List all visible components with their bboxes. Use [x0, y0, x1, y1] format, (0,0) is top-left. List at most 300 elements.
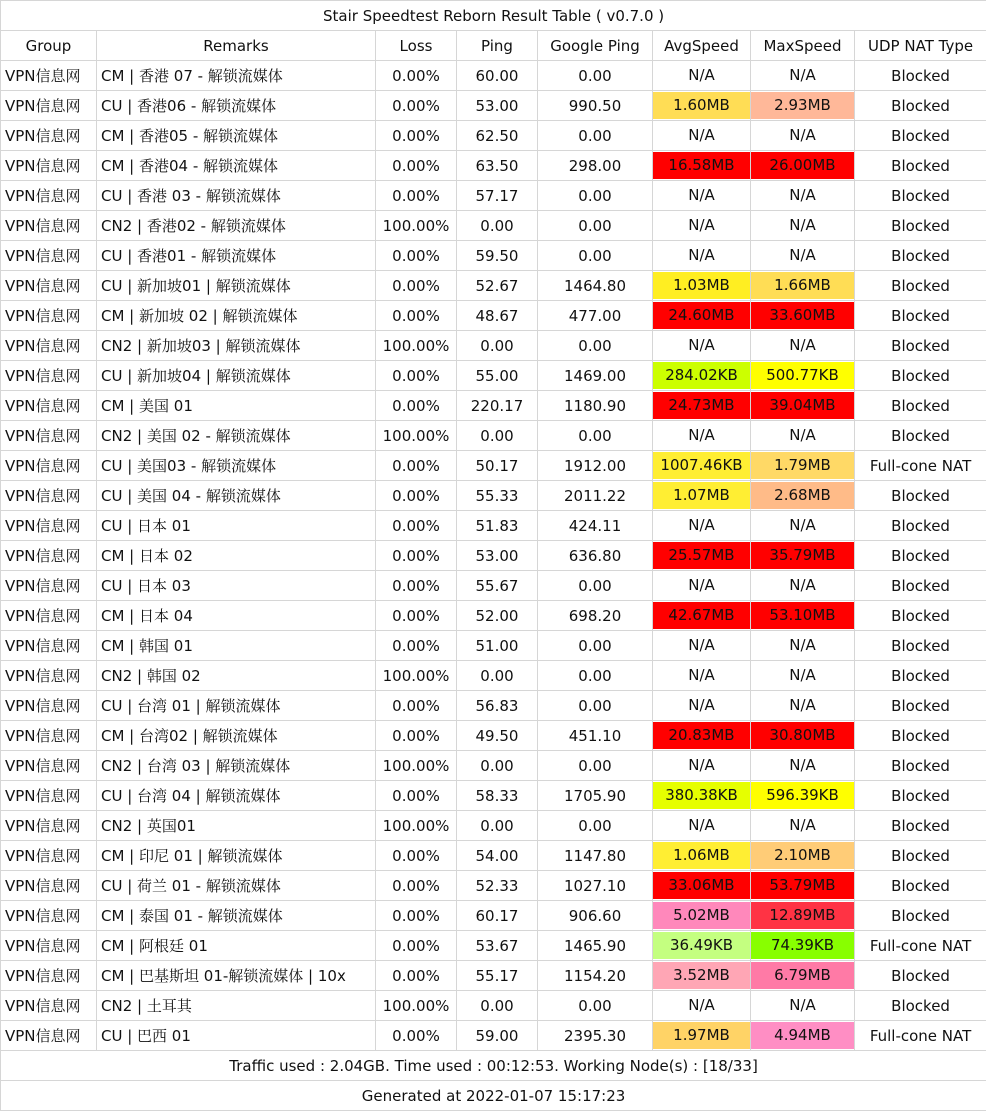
- group-cell: VPN信息网: [1, 811, 97, 841]
- loss-cell: 100.00%: [376, 331, 457, 361]
- remarks-cell: CU | 香港 03 - 解锁流媒体: [97, 181, 376, 211]
- max-speed-value: 33.60MB: [751, 302, 854, 329]
- table-row: [1, 961, 986, 991]
- udp-nat-type-cell: Blocked: [855, 421, 986, 451]
- group-cell: VPN信息网: [1, 331, 97, 361]
- max-speed-cell: [751, 631, 855, 661]
- ping-cell: 52.67: [457, 271, 538, 301]
- remarks-cell: CN2 | 香港02 - 解锁流媒体: [97, 211, 376, 241]
- google-ping-cell: 0.00: [538, 751, 653, 781]
- google-ping-cell: 1705.90: [538, 781, 653, 811]
- group-cell: VPN信息网: [1, 601, 97, 631]
- group-cell: VPN信息网: [1, 631, 97, 661]
- avg-speed-value: N/A: [653, 812, 750, 839]
- google-ping-cell: 0.00: [538, 661, 653, 691]
- max-speed-cell: [751, 781, 855, 811]
- table-row: [1, 541, 986, 571]
- avg-speed-value: 5.02MB: [653, 902, 750, 929]
- udp-nat-type-cell: Blocked: [855, 871, 986, 901]
- remarks-cell: CU | 荷兰 01 - 解锁流媒体: [97, 871, 376, 901]
- table-row: [1, 91, 986, 121]
- ping-cell: 55.00: [457, 361, 538, 391]
- max-speed-value: N/A: [751, 812, 854, 839]
- google-ping-cell: 2395.30: [538, 1021, 653, 1051]
- ping-cell: 53.00: [457, 541, 538, 571]
- header-row: [1, 31, 986, 61]
- remarks-cell: CM | 巴基斯坦 01-解锁流媒体 | 10x: [97, 961, 376, 991]
- google-ping-cell: 1147.80: [538, 841, 653, 871]
- max-speed-cell: [751, 991, 855, 1021]
- avg-speed-value: 284.02KB: [653, 362, 750, 389]
- remarks-cell: CU | 新加坡04 | 解锁流媒体: [97, 361, 376, 391]
- google-ping-cell: 0.00: [538, 241, 653, 271]
- max-speed-value: 2.93MB: [751, 92, 854, 119]
- google-ping-cell: 0.00: [538, 331, 653, 361]
- column-header-udp-nat-type: UDP NAT Type: [855, 31, 986, 61]
- udp-nat-type-cell: Blocked: [855, 781, 986, 811]
- remarks-cell: CM | 香港04 - 解锁流媒体: [97, 151, 376, 181]
- ping-cell: 55.33: [457, 481, 538, 511]
- google-ping-cell: 1027.10: [538, 871, 653, 901]
- avg-speed-value: N/A: [653, 122, 750, 149]
- avg-speed-cell: [653, 841, 751, 871]
- max-speed-cell: [751, 271, 855, 301]
- max-speed-value: N/A: [751, 572, 854, 599]
- google-ping-cell: 451.10: [538, 721, 653, 751]
- google-ping-cell: 1469.00: [538, 361, 653, 391]
- google-ping-cell: 636.80: [538, 541, 653, 571]
- group-cell: VPN信息网: [1, 91, 97, 121]
- udp-nat-type-cell: Blocked: [855, 301, 986, 331]
- max-speed-value: 53.79MB: [751, 872, 854, 899]
- max-speed-cell: [751, 661, 855, 691]
- max-speed-value: N/A: [751, 632, 854, 659]
- ping-cell: 0.00: [457, 811, 538, 841]
- ping-cell: 62.50: [457, 121, 538, 151]
- ping-cell: 60.17: [457, 901, 538, 931]
- avg-speed-cell: [653, 301, 751, 331]
- ping-cell: 0.00: [457, 331, 538, 361]
- avg-speed-value: 1.07MB: [653, 482, 750, 509]
- group-cell: VPN信息网: [1, 181, 97, 211]
- max-speed-value: 26.00MB: [751, 152, 854, 179]
- table-row: [1, 1021, 986, 1051]
- avg-speed-value: 42.67MB: [653, 602, 750, 629]
- avg-speed-cell: [653, 871, 751, 901]
- avg-speed-cell: [653, 661, 751, 691]
- google-ping-cell: 0.00: [538, 61, 653, 91]
- avg-speed-value: N/A: [653, 512, 750, 539]
- table-row: [1, 361, 986, 391]
- max-speed-cell: [751, 721, 855, 751]
- avg-speed-value: N/A: [653, 752, 750, 779]
- google-ping-cell: 990.50: [538, 91, 653, 121]
- group-cell: VPN信息网: [1, 271, 97, 301]
- remarks-cell: CN2 | 土耳其: [97, 991, 376, 1021]
- avg-speed-cell: [653, 481, 751, 511]
- avg-speed-cell: [653, 961, 751, 991]
- table-row: [1, 481, 986, 511]
- google-ping-cell: 698.20: [538, 601, 653, 631]
- group-cell: VPN信息网: [1, 901, 97, 931]
- column-header-group: Group: [1, 31, 97, 61]
- remarks-cell: CM | 香港05 - 解锁流媒体: [97, 121, 376, 151]
- google-ping-cell: 0.00: [538, 991, 653, 1021]
- udp-nat-type-cell: Blocked: [855, 841, 986, 871]
- max-speed-cell: [751, 391, 855, 421]
- remarks-cell: CM | 阿根廷 01: [97, 931, 376, 961]
- ping-cell: 48.67: [457, 301, 538, 331]
- max-speed-value: N/A: [751, 62, 854, 89]
- table-row: [1, 331, 986, 361]
- table-row: [1, 301, 986, 331]
- avg-speed-cell: [653, 601, 751, 631]
- remarks-cell: CM | 美国 01: [97, 391, 376, 421]
- max-speed-cell: [751, 481, 855, 511]
- avg-speed-cell: [653, 991, 751, 1021]
- loss-cell: 0.00%: [376, 481, 457, 511]
- group-cell: VPN信息网: [1, 301, 97, 331]
- group-cell: VPN信息网: [1, 871, 97, 901]
- avg-speed-cell: [653, 241, 751, 271]
- max-speed-value: N/A: [751, 512, 854, 539]
- loss-cell: 0.00%: [376, 961, 457, 991]
- table-row: [1, 841, 986, 871]
- ping-cell: 0.00: [457, 751, 538, 781]
- max-speed-cell: [751, 91, 855, 121]
- loss-cell: 0.00%: [376, 91, 457, 121]
- table-row: [1, 811, 986, 841]
- udp-nat-type-cell: Blocked: [855, 61, 986, 91]
- table-row: [1, 781, 986, 811]
- udp-nat-type-cell: Full-cone NAT: [855, 1021, 986, 1051]
- remarks-cell: CM | 韩国 01: [97, 631, 376, 661]
- loss-cell: 0.00%: [376, 871, 457, 901]
- loss-cell: 100.00%: [376, 991, 457, 1021]
- loss-cell: 0.00%: [376, 361, 457, 391]
- table-row: [1, 271, 986, 301]
- ping-cell: 52.33: [457, 871, 538, 901]
- max-speed-cell: [751, 211, 855, 241]
- loss-cell: 0.00%: [376, 151, 457, 181]
- avg-speed-value: N/A: [653, 992, 750, 1019]
- loss-cell: 100.00%: [376, 751, 457, 781]
- group-cell: VPN信息网: [1, 511, 97, 541]
- table-row: [1, 151, 986, 181]
- loss-cell: 0.00%: [376, 691, 457, 721]
- table-row: [1, 181, 986, 211]
- avg-speed-value: 1.97MB: [653, 1022, 750, 1049]
- google-ping-cell: 0.00: [538, 571, 653, 601]
- google-ping-cell: 2011.22: [538, 481, 653, 511]
- table-row: [1, 121, 986, 151]
- max-speed-cell: [751, 241, 855, 271]
- avg-speed-value: 24.73MB: [653, 392, 750, 419]
- loss-cell: 0.00%: [376, 121, 457, 151]
- avg-speed-cell: [653, 271, 751, 301]
- max-speed-cell: [751, 601, 855, 631]
- ping-cell: 53.67: [457, 931, 538, 961]
- table-title: Stair Speedtest Reborn Result Table ( v0.7.0 ): [1, 1, 986, 31]
- max-speed-value: 4.94MB: [751, 1022, 854, 1049]
- ping-cell: 55.17: [457, 961, 538, 991]
- google-ping-cell: 1180.90: [538, 391, 653, 421]
- remarks-cell: CU | 巴西 01: [97, 1021, 376, 1051]
- max-speed-value: 1.66MB: [751, 272, 854, 299]
- udp-nat-type-cell: Blocked: [855, 961, 986, 991]
- remarks-cell: CM | 印尼 01 | 解锁流媒体: [97, 841, 376, 871]
- remarks-cell: CN2 | 新加坡03 | 解锁流媒体: [97, 331, 376, 361]
- avg-speed-cell: [653, 691, 751, 721]
- udp-nat-type-cell: Blocked: [855, 541, 986, 571]
- max-speed-cell: [751, 121, 855, 151]
- loss-cell: 0.00%: [376, 511, 457, 541]
- avg-speed-cell: [653, 421, 751, 451]
- loss-cell: 0.00%: [376, 841, 457, 871]
- group-cell: VPN信息网: [1, 451, 97, 481]
- remarks-cell: CM | 日本 04: [97, 601, 376, 631]
- group-cell: VPN信息网: [1, 121, 97, 151]
- avg-speed-cell: [653, 721, 751, 751]
- column-header-loss: Loss: [376, 31, 457, 61]
- ping-cell: 59.00: [457, 1021, 538, 1051]
- remarks-cell: CN2 | 英国01: [97, 811, 376, 841]
- max-speed-cell: [751, 931, 855, 961]
- max-speed-value: N/A: [751, 212, 854, 239]
- group-cell: VPN信息网: [1, 241, 97, 271]
- loss-cell: 100.00%: [376, 811, 457, 841]
- max-speed-cell: [751, 331, 855, 361]
- ping-cell: 0.00: [457, 421, 538, 451]
- max-speed-cell: [751, 151, 855, 181]
- loss-cell: 0.00%: [376, 241, 457, 271]
- max-speed-cell: [751, 841, 855, 871]
- max-speed-value: 30.80MB: [751, 722, 854, 749]
- ping-cell: 56.83: [457, 691, 538, 721]
- max-speed-cell: [751, 181, 855, 211]
- udp-nat-type-cell: Blocked: [855, 811, 986, 841]
- max-speed-value: N/A: [751, 122, 854, 149]
- avg-speed-value: N/A: [653, 632, 750, 659]
- remarks-cell: CU | 日本 03: [97, 571, 376, 601]
- table-row: [1, 391, 986, 421]
- max-speed-value: N/A: [751, 332, 854, 359]
- column-header-ping: Ping: [457, 31, 538, 61]
- max-speed-value: 53.10MB: [751, 602, 854, 629]
- remarks-cell: CU | 台湾 04 | 解锁流媒体: [97, 781, 376, 811]
- ping-cell: 58.33: [457, 781, 538, 811]
- udp-nat-type-cell: Blocked: [855, 991, 986, 1021]
- ping-cell: 0.00: [457, 211, 538, 241]
- remarks-cell: CM | 泰国 01 - 解锁流媒体: [97, 901, 376, 931]
- udp-nat-type-cell: Blocked: [855, 571, 986, 601]
- remarks-cell: CM | 新加坡 02 | 解锁流媒体: [97, 301, 376, 331]
- avg-speed-value: N/A: [653, 62, 750, 89]
- remarks-cell: CM | 日本 02: [97, 541, 376, 571]
- udp-nat-type-cell: Full-cone NAT: [855, 451, 986, 481]
- avg-speed-value: N/A: [653, 662, 750, 689]
- udp-nat-type-cell: Blocked: [855, 511, 986, 541]
- ping-cell: 50.17: [457, 451, 538, 481]
- max-speed-value: 12.89MB: [751, 902, 854, 929]
- avg-speed-value: 3.52MB: [653, 962, 750, 989]
- udp-nat-type-cell: Blocked: [855, 751, 986, 781]
- avg-speed-cell: [653, 931, 751, 961]
- avg-speed-value: N/A: [653, 572, 750, 599]
- table-row: [1, 451, 986, 481]
- udp-nat-type-cell: Blocked: [855, 661, 986, 691]
- ping-cell: 220.17: [457, 391, 538, 421]
- max-speed-cell: [751, 1021, 855, 1051]
- group-cell: VPN信息网: [1, 481, 97, 511]
- column-header-avg-speed: AvgSpeed: [653, 31, 751, 61]
- remarks-cell: CU | 美国 04 - 解锁流媒体: [97, 481, 376, 511]
- avg-speed-value: 33.06MB: [653, 872, 750, 899]
- loss-cell: 0.00%: [376, 721, 457, 751]
- max-speed-value: 500.77KB: [751, 362, 854, 389]
- ping-cell: 52.00: [457, 601, 538, 631]
- loss-cell: 0.00%: [376, 1021, 457, 1051]
- avg-speed-cell: [653, 901, 751, 931]
- google-ping-cell: 1464.80: [538, 271, 653, 301]
- loss-cell: 0.00%: [376, 301, 457, 331]
- udp-nat-type-cell: Blocked: [855, 721, 986, 751]
- ping-cell: 54.00: [457, 841, 538, 871]
- udp-nat-type-cell: Blocked: [855, 361, 986, 391]
- google-ping-cell: 0.00: [538, 421, 653, 451]
- group-cell: VPN信息网: [1, 931, 97, 961]
- google-ping-cell: 0.00: [538, 631, 653, 661]
- table-row: [1, 421, 986, 451]
- max-speed-value: 6.79MB: [751, 962, 854, 989]
- table-row: [1, 691, 986, 721]
- group-cell: VPN信息网: [1, 781, 97, 811]
- loss-cell: 0.00%: [376, 631, 457, 661]
- avg-speed-cell: [653, 211, 751, 241]
- avg-speed-cell: [653, 781, 751, 811]
- avg-speed-cell: [653, 331, 751, 361]
- loss-cell: 100.00%: [376, 421, 457, 451]
- max-speed-value: 2.68MB: [751, 482, 854, 509]
- avg-speed-cell: [653, 1021, 751, 1051]
- table-row: [1, 571, 986, 601]
- remarks-cell: CU | 香港06 - 解锁流媒体: [97, 91, 376, 121]
- group-cell: VPN信息网: [1, 361, 97, 391]
- udp-nat-type-cell: Blocked: [855, 901, 986, 931]
- group-cell: VPN信息网: [1, 391, 97, 421]
- max-speed-cell: [751, 751, 855, 781]
- udp-nat-type-cell: Full-cone NAT: [855, 931, 986, 961]
- max-speed-cell: [751, 811, 855, 841]
- remarks-cell: CU | 香港01 - 解锁流媒体: [97, 241, 376, 271]
- table-row: [1, 901, 986, 931]
- ping-cell: 51.83: [457, 511, 538, 541]
- loss-cell: 0.00%: [376, 571, 457, 601]
- avg-speed-cell: [653, 511, 751, 541]
- column-header-google-ping: Google Ping: [538, 31, 653, 61]
- avg-speed-cell: [653, 121, 751, 151]
- udp-nat-type-cell: Blocked: [855, 271, 986, 301]
- udp-nat-type-cell: Blocked: [855, 241, 986, 271]
- google-ping-cell: 0.00: [538, 211, 653, 241]
- avg-speed-value: 1007.46KB: [653, 452, 750, 479]
- ping-cell: 57.17: [457, 181, 538, 211]
- max-speed-cell: [751, 541, 855, 571]
- loss-cell: 0.00%: [376, 901, 457, 931]
- max-speed-value: N/A: [751, 182, 854, 209]
- google-ping-cell: 1912.00: [538, 451, 653, 481]
- avg-speed-value: 25.57MB: [653, 542, 750, 569]
- avg-speed-cell: [653, 361, 751, 391]
- column-header-max-speed: MaxSpeed: [751, 31, 855, 61]
- udp-nat-type-cell: Blocked: [855, 181, 986, 211]
- group-cell: VPN信息网: [1, 61, 97, 91]
- group-cell: VPN信息网: [1, 721, 97, 751]
- google-ping-cell: 1465.90: [538, 931, 653, 961]
- loss-cell: 0.00%: [376, 931, 457, 961]
- group-cell: VPN信息网: [1, 421, 97, 451]
- google-ping-cell: 0.00: [538, 811, 653, 841]
- loss-cell: 0.00%: [376, 391, 457, 421]
- table-row: [1, 211, 986, 241]
- max-speed-cell: [751, 451, 855, 481]
- max-speed-cell: [751, 871, 855, 901]
- max-speed-cell: [751, 301, 855, 331]
- avg-speed-value: 24.60MB: [653, 302, 750, 329]
- avg-speed-value: 16.58MB: [653, 152, 750, 179]
- table-row: [1, 751, 986, 781]
- avg-speed-value: N/A: [653, 242, 750, 269]
- avg-speed-value: 36.49KB: [653, 932, 750, 959]
- max-speed-value: N/A: [751, 242, 854, 269]
- avg-speed-value: N/A: [653, 422, 750, 449]
- remarks-cell: CU | 日本 01: [97, 511, 376, 541]
- max-speed-cell: [751, 361, 855, 391]
- udp-nat-type-cell: Blocked: [855, 331, 986, 361]
- max-speed-value: 39.04MB: [751, 392, 854, 419]
- max-speed-value: 35.79MB: [751, 542, 854, 569]
- max-speed-value: N/A: [751, 752, 854, 779]
- ping-cell: 0.00: [457, 661, 538, 691]
- avg-speed-cell: [653, 61, 751, 91]
- group-cell: VPN信息网: [1, 691, 97, 721]
- group-cell: VPN信息网: [1, 571, 97, 601]
- avg-speed-value: 380.38KB: [653, 782, 750, 809]
- remarks-cell: CM | 台湾02 | 解锁流媒体: [97, 721, 376, 751]
- avg-speed-cell: [653, 451, 751, 481]
- max-speed-value: 74.39KB: [751, 932, 854, 959]
- google-ping-cell: 424.11: [538, 511, 653, 541]
- remarks-cell: CM | 香港 07 - 解锁流媒体: [97, 61, 376, 91]
- loss-cell: 0.00%: [376, 61, 457, 91]
- avg-speed-value: 1.03MB: [653, 272, 750, 299]
- avg-speed-value: N/A: [653, 332, 750, 359]
- google-ping-cell: 906.60: [538, 901, 653, 931]
- avg-speed-cell: [653, 571, 751, 601]
- avg-speed-cell: [653, 811, 751, 841]
- udp-nat-type-cell: Blocked: [855, 481, 986, 511]
- udp-nat-type-cell: Blocked: [855, 211, 986, 241]
- ping-cell: 59.50: [457, 241, 538, 271]
- remarks-cell: CU | 台湾 01 | 解锁流媒体: [97, 691, 376, 721]
- google-ping-cell: 0.00: [538, 121, 653, 151]
- max-speed-value: 1.79MB: [751, 452, 854, 479]
- avg-speed-value: N/A: [653, 692, 750, 719]
- table-row: [1, 871, 986, 901]
- google-ping-cell: 0.00: [538, 691, 653, 721]
- group-cell: VPN信息网: [1, 661, 97, 691]
- loss-cell: 0.00%: [376, 781, 457, 811]
